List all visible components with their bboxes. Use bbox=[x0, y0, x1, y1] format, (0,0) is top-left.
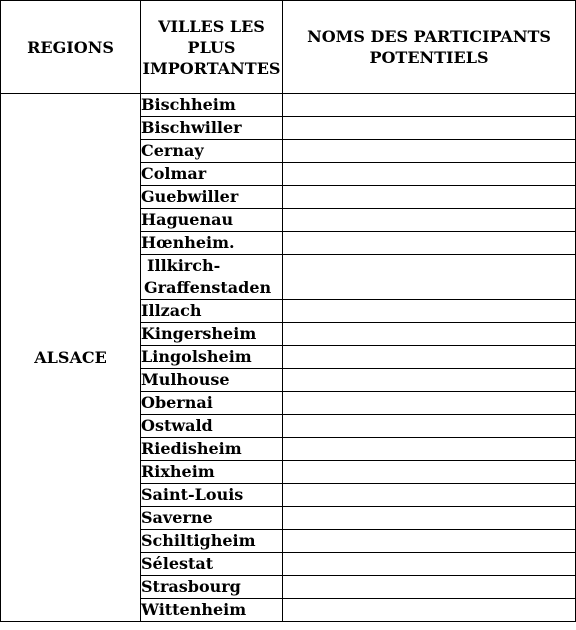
participant-name-cell[interactable] bbox=[283, 530, 576, 553]
header-cities-line-2: PLUS bbox=[187, 37, 236, 57]
city-cell: Mulhouse bbox=[141, 369, 283, 392]
city-name-line-1: Illkirch- bbox=[147, 256, 221, 275]
city-cell: Hœnheim. bbox=[141, 232, 283, 255]
city-cell: Schiltigheim bbox=[141, 530, 283, 553]
participant-name-cell[interactable] bbox=[283, 461, 576, 484]
city-cell: Ostwald bbox=[141, 415, 283, 438]
city-cell: Strasbourg bbox=[141, 576, 283, 599]
participant-name-cell[interactable] bbox=[283, 186, 576, 209]
city-cell: Sélestat bbox=[141, 553, 283, 576]
header-participants-line-2: POTENTIELS bbox=[369, 48, 489, 67]
city-cell: Saverne bbox=[141, 507, 283, 530]
participant-name-cell[interactable] bbox=[283, 438, 576, 461]
participant-name-cell[interactable] bbox=[283, 117, 576, 140]
header-row bbox=[1, 1, 576, 94]
city-cell: Cernay bbox=[141, 140, 283, 163]
participant-name-cell[interactable] bbox=[283, 323, 576, 346]
city-cell: Guebwiller bbox=[141, 186, 283, 209]
city-name-line-2: Graffenstaden bbox=[144, 278, 272, 297]
city-cell: Colmar bbox=[141, 163, 283, 186]
participant-name-cell[interactable] bbox=[283, 94, 576, 117]
header-participants bbox=[283, 1, 576, 94]
participant-name-cell[interactable] bbox=[283, 392, 576, 415]
participant-name-cell[interactable] bbox=[283, 255, 576, 300]
city-cell bbox=[141, 255, 283, 300]
participant-name-cell[interactable] bbox=[283, 415, 576, 438]
city-cell: Haguenau bbox=[141, 209, 283, 232]
header-cities bbox=[141, 1, 283, 94]
header-cities-line-3: IMPORTANTES bbox=[142, 58, 281, 78]
participant-name-cell[interactable] bbox=[283, 369, 576, 392]
header-regions: REGIONS bbox=[1, 1, 141, 94]
participant-name-cell[interactable] bbox=[283, 484, 576, 507]
header-cities-line-1: VILLES LES bbox=[158, 16, 265, 36]
participant-name-cell[interactable] bbox=[283, 209, 576, 232]
city-cell: Bischwiller bbox=[141, 117, 283, 140]
participant-name-cell[interactable] bbox=[283, 553, 576, 576]
header-participants-line-1: NOMS DES PARTICIPANTS bbox=[307, 27, 551, 46]
city-cell: Wittenheim bbox=[141, 599, 283, 622]
city-cell: Bischheim bbox=[141, 94, 283, 117]
participant-name-cell[interactable] bbox=[283, 140, 576, 163]
table-row bbox=[1, 94, 576, 117]
participant-name-cell[interactable] bbox=[283, 300, 576, 323]
participant-name-cell[interactable] bbox=[283, 599, 576, 622]
city-cell: Riedisheim bbox=[141, 438, 283, 461]
participant-name-cell[interactable] bbox=[283, 507, 576, 530]
region-cell: ALSACE bbox=[1, 94, 141, 622]
city-cell: Lingolsheim bbox=[141, 346, 283, 369]
participant-name-cell[interactable] bbox=[283, 346, 576, 369]
city-cell: Illzach bbox=[141, 300, 283, 323]
participant-name-cell[interactable] bbox=[283, 576, 576, 599]
city-cell: Rixheim bbox=[141, 461, 283, 484]
city-cell: Saint-Louis bbox=[141, 484, 283, 507]
city-cell: Obernai bbox=[141, 392, 283, 415]
participant-name-cell[interactable] bbox=[283, 232, 576, 255]
city-cell: Kingersheim bbox=[141, 323, 283, 346]
participant-name-cell[interactable] bbox=[283, 163, 576, 186]
